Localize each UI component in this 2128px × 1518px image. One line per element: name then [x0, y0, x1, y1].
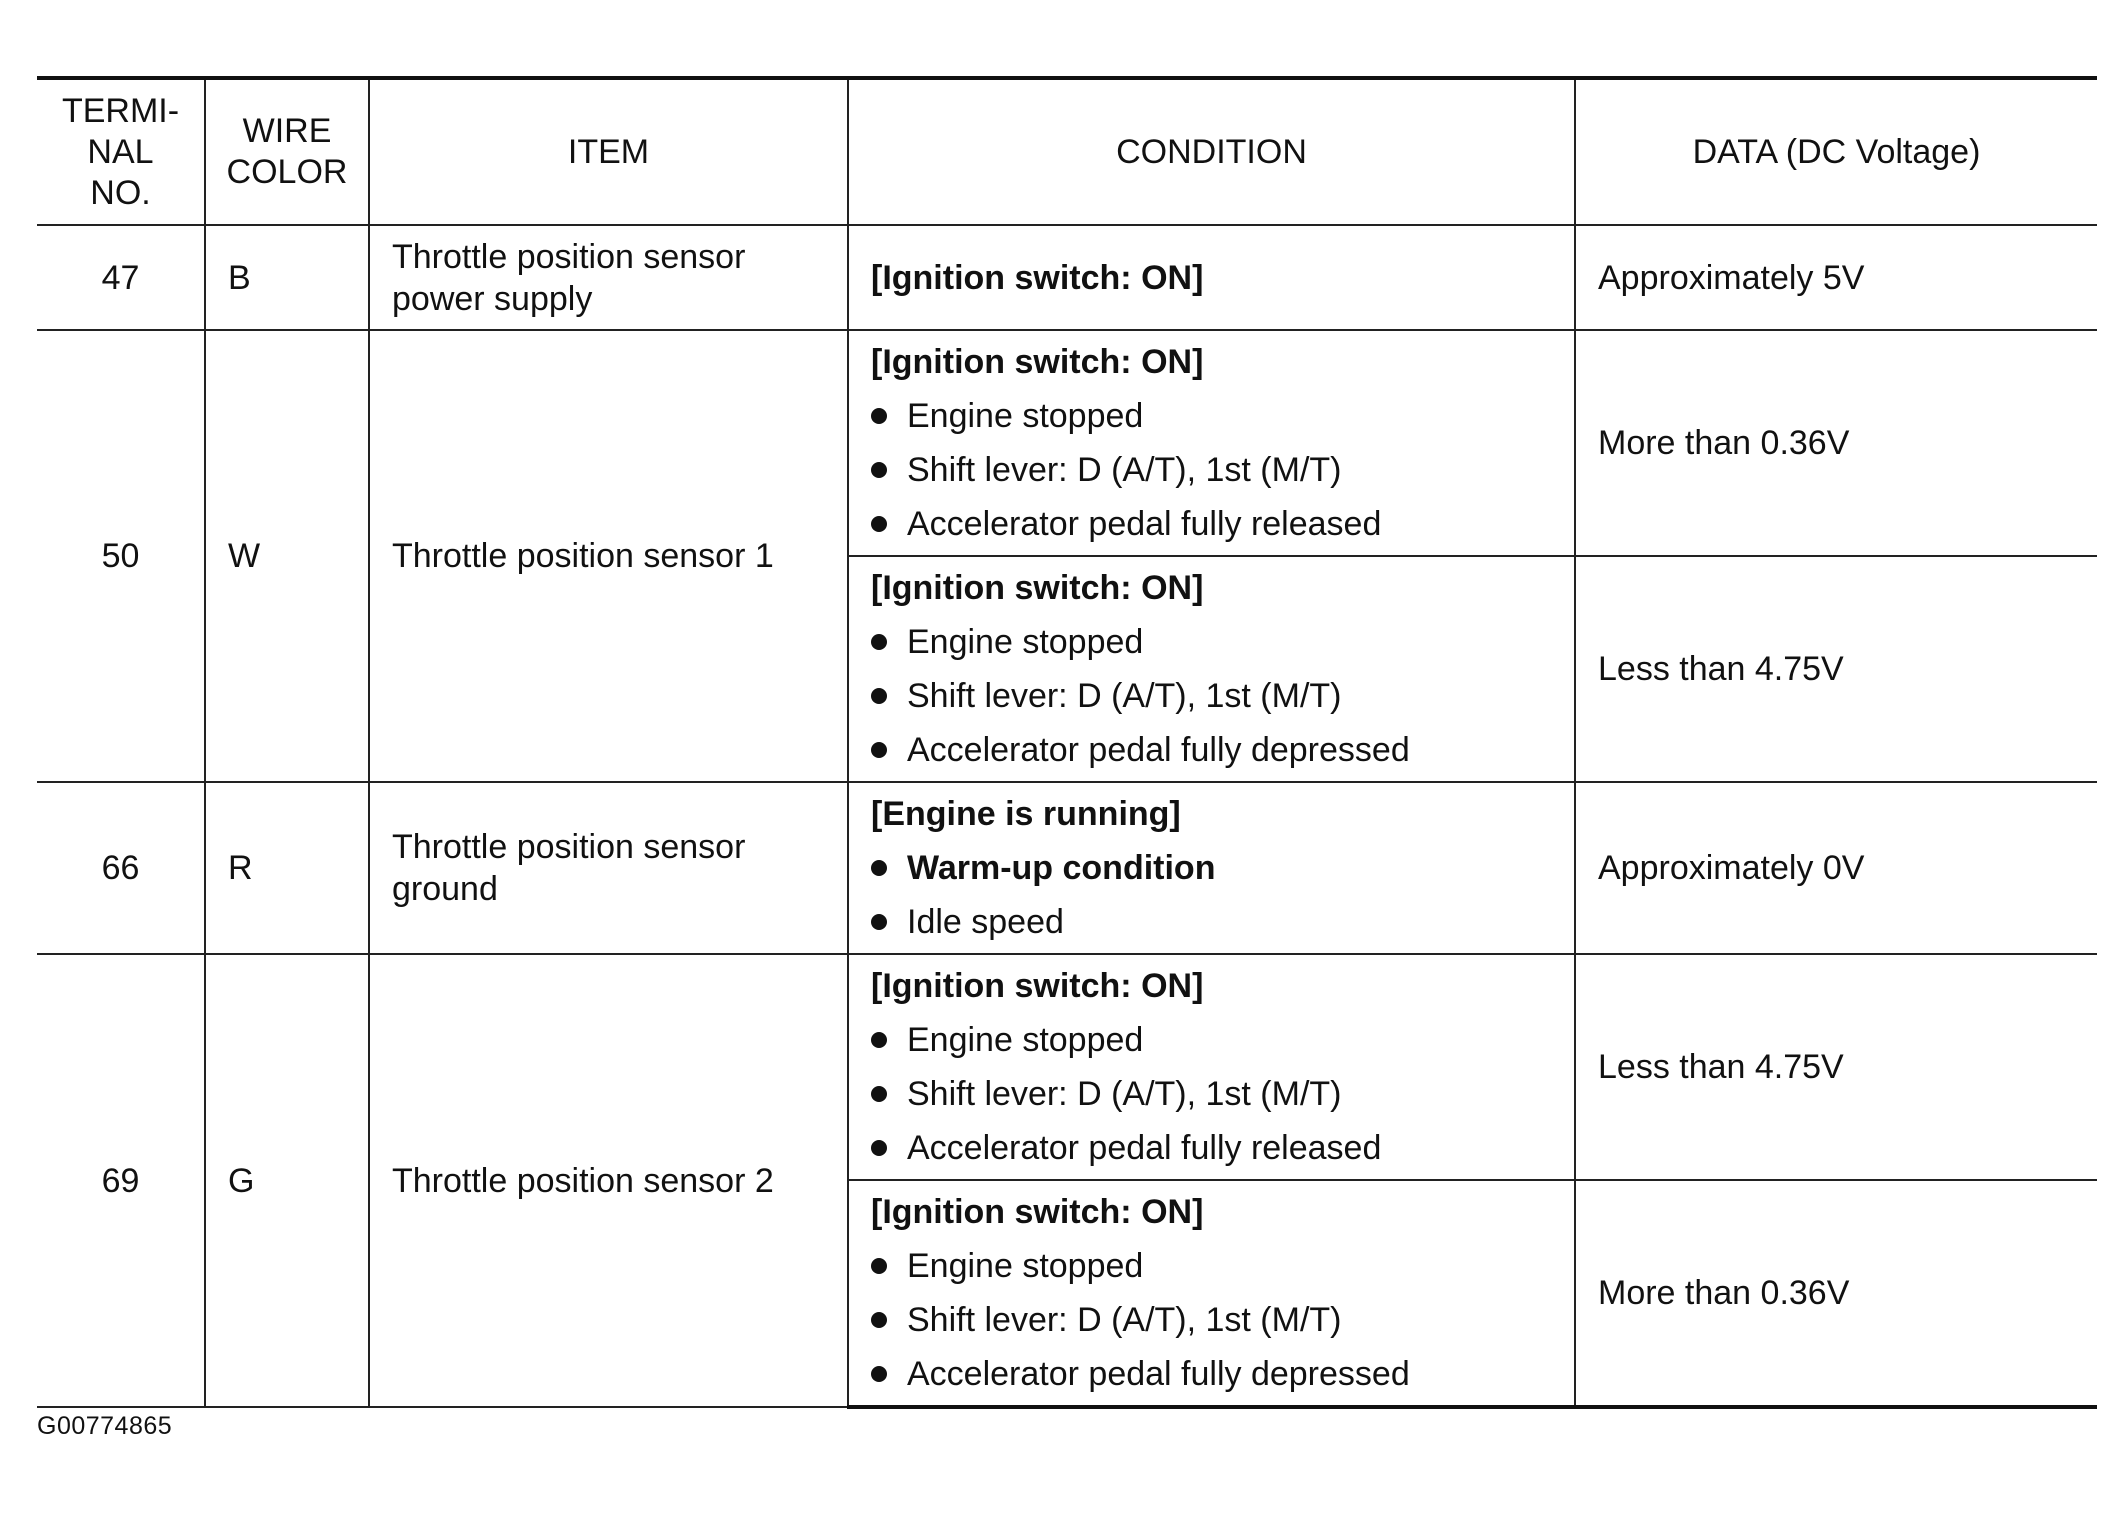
bullet-icon [871, 1032, 887, 1048]
condition-item: Accelerator pedal fully depressed [871, 1347, 1564, 1401]
bullet-icon [871, 914, 887, 930]
condition-item: Engine stopped [871, 1239, 1564, 1293]
figure-id: G00774865 [37, 1412, 173, 1440]
condition-cell [848, 556, 1575, 782]
bullet-icon [871, 516, 887, 532]
table-row-terminal-66 [37, 782, 2097, 954]
header-terminal-no [37, 78, 205, 225]
condition-item: Engine stopped [871, 389, 1564, 443]
data-value: More than 0.36V [1575, 330, 2097, 556]
condition-header: [Ignition switch: ON] [871, 967, 1204, 1005]
item-description: Throttle position sensor 2 [369, 954, 848, 1407]
terminal-number: 50 [37, 330, 205, 782]
condition-item: Shift lever: D (A/T), 1st (M/T) [871, 669, 1564, 723]
header-terminal-line-2: NAL [87, 132, 154, 171]
item-description: Throttle position sensor power supply [369, 225, 848, 330]
header-terminal-line-3: NO. [90, 173, 151, 212]
terminal-number: 69 [37, 954, 205, 1407]
header-terminal-line-1: TERMI- [61, 91, 180, 130]
condition-header: [Ignition switch: ON] [871, 343, 1204, 381]
bullet-icon [871, 634, 887, 650]
condition-cell [848, 225, 1575, 330]
bullet-icon [871, 1366, 887, 1382]
header-item: ITEM [369, 78, 848, 225]
condition-cell [848, 330, 1575, 556]
bullet-icon [871, 1140, 887, 1156]
condition-item: Engine stopped [871, 615, 1564, 669]
condition-cell [848, 1180, 1575, 1407]
item-description: Throttle position sensor ground [369, 782, 848, 954]
bullet-icon [871, 742, 887, 758]
bullet-icon [871, 1086, 887, 1102]
header-condition: CONDITION [848, 78, 1575, 225]
wire-color: G [205, 954, 369, 1407]
table-header-row [37, 78, 2097, 225]
condition-item: Idle speed [871, 895, 1564, 949]
bullet-icon [871, 1258, 887, 1274]
data-value: Approximately 0V [1575, 782, 2097, 954]
bullet-icon [871, 688, 887, 704]
terminal-number: 66 [37, 782, 205, 954]
condition-item: Shift lever: D (A/T), 1st (M/T) [871, 1293, 1564, 1347]
data-value: Less than 4.75V [1575, 556, 2097, 782]
item-description: Throttle position sensor 1 [369, 330, 848, 782]
condition-cell [848, 954, 1575, 1180]
bullet-icon [871, 1312, 887, 1328]
header-data: DATA (DC Voltage) [1575, 78, 2097, 225]
condition-item: Accelerator pedal fully depressed [871, 723, 1564, 777]
data-value: Less than 4.75V [1575, 954, 2097, 1180]
wire-color: W [205, 330, 369, 782]
table-row-terminal-69 [37, 954, 2097, 1180]
header-wire-color [205, 78, 369, 225]
condition-header: [Ignition switch: ON] [871, 258, 1204, 297]
condition-header: [Ignition switch: ON] [871, 569, 1204, 607]
bullet-icon [871, 860, 887, 876]
condition-item: Shift lever: D (A/T), 1st (M/T) [871, 443, 1564, 497]
terminal-data-table [37, 76, 2097, 1409]
data-value: More than 0.36V [1575, 1180, 2097, 1407]
data-value: Approximately 5V [1575, 225, 2097, 330]
condition-cell [848, 782, 1575, 954]
condition-item: Engine stopped [871, 1013, 1564, 1067]
wire-color: B [205, 225, 369, 330]
condition-header: [Engine is running] [871, 795, 1181, 833]
condition-item: Accelerator pedal fully released [871, 1121, 1564, 1175]
table-row-terminal-50 [37, 330, 2097, 556]
condition-item: Warm-up condition [871, 841, 1564, 895]
bullet-icon [871, 408, 887, 424]
wire-color: R [205, 782, 369, 954]
bullet-icon [871, 462, 887, 478]
condition-header: [Ignition switch: ON] [871, 1193, 1204, 1231]
header-wire-color-line-2: COLOR [226, 153, 348, 191]
header-wire-color-line-1: WIRE [242, 112, 332, 150]
terminal-number: 47 [37, 225, 205, 330]
condition-item: Accelerator pedal fully released [871, 497, 1564, 551]
condition-item: Shift lever: D (A/T), 1st (M/T) [871, 1067, 1564, 1121]
table-row-terminal-47 [37, 225, 2097, 330]
